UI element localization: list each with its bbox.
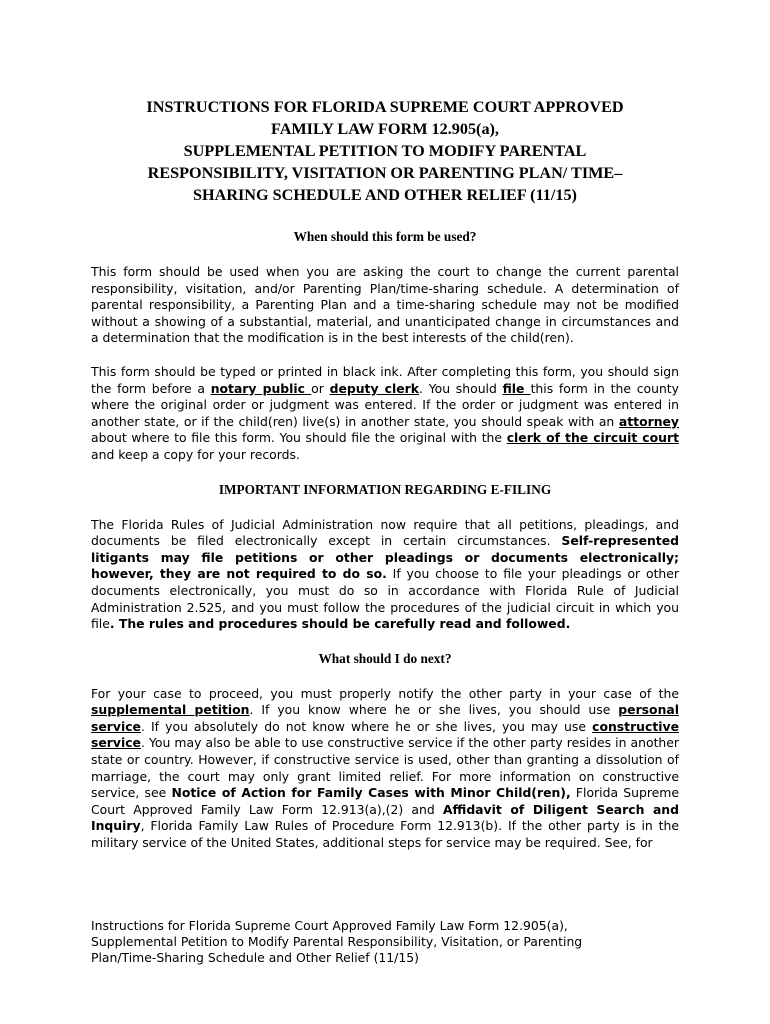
title-line: SHARING SCHEDULE AND OTHER RELIEF (11/15): [193, 186, 577, 204]
text-run: or: [311, 380, 330, 396]
text-run: . You should: [419, 380, 503, 396]
footer-line: Supplemental Petition to Modify Parental Responsibility, Visitation, or Parenting: [91, 934, 583, 949]
text-run: For your case to proceed, you must properly notify the other party in your case of the: [91, 685, 679, 701]
title-line: INSTRUCTIONS FOR FLORIDA SUPREME COURT APPROVED: [146, 98, 624, 116]
clerk-of-circuit-court-link[interactable]: clerk of the circuit court: [506, 430, 679, 446]
text-run: . If you absolutely do not know where he or she lives, you may use: [140, 718, 593, 734]
text-run: Florida Supreme Court Approved Family Law Form 12.913(a),(2) and: [91, 785, 679, 817]
footer-line: Instructions for Florida Supreme Court Approved Family Law Form 12.905(a),: [91, 918, 568, 933]
text-run: . You may also be able to use constructive service if the other party resides in another state or country. However, if constructive service is used, other than granting a dissolution of marriage, the court may only grant limited relief. For more information on constructive service, see: [91, 735, 679, 801]
text-run: this form in the county where the original order or judgment was entered. If the order or judgment was entered in another state, or if the child(ren) live(s) in another state, you should speak with an: [91, 380, 679, 429]
text-run: The Florida Rules of Judicial Administration now require that all petitions, pleadings, and documents be filed electronically except in certain circumstances.: [91, 516, 679, 549]
title-line: RESPONSIBILITY, VISITATION OR PARENTING PLAN/ TIME–: [147, 164, 623, 182]
bold-text-run: Affidavit of Diligent Search and Inquiry: [91, 801, 679, 834]
section-heading-when: When should this form be used?: [293, 229, 477, 244]
notary-public-link[interactable]: notary public: [210, 380, 312, 396]
supplemental-petition-link[interactable]: supplemental petition: [91, 702, 250, 718]
text-run: about where to file this form. You should file the original with the: [91, 430, 507, 446]
page-footer: [91, 918, 691, 966]
section-heading-next: What should I do next?: [318, 650, 452, 666]
title-line: FAMILY LAW FORM 12.905(a),: [271, 120, 499, 138]
bold-text-run: Notice of Action for Family Cases with Minor Child(ren),: [171, 785, 571, 801]
paragraph-next-steps: [91, 686, 679, 852]
constructive-service-link[interactable]: constructive service: [91, 718, 679, 751]
text-run: and keep a copy for your records.: [91, 446, 300, 462]
deputy-clerk-link[interactable]: deputy clerk: [329, 380, 420, 396]
personal-service-link[interactable]: personal service: [91, 702, 679, 734]
text-run: . If you know where he or she lives, you should use: [249, 702, 619, 718]
document-page: [91, 96, 679, 852]
text-run: If you choose to file your pleadings or other documents electronically, you must do so in accordance with Florida Rule of Judicial Administration 2.525, and you must follow the procedures of the judicial circuit in which you file: [91, 566, 679, 632]
paragraph-efiling: [91, 517, 679, 633]
text-run: This form should be typed or printed in black ink. After completing this form, you should sign the form before a: [91, 363, 679, 396]
attorney-link[interactable]: attorney: [618, 413, 679, 429]
title-line: SUPPLEMENTAL PETITION TO MODIFY PARENTAL: [183, 142, 587, 160]
file-link[interactable]: file: [502, 380, 531, 396]
footer-line: Plan/Time-Sharing Schedule and Other Relief (11/15): [91, 950, 419, 965]
paragraph-when-used: This form should be used when you are asking the court to change the current parental responsibility, visitation, and/or Parenting Plan/time-sharing schedule. A determination of parental responsibility, a Parenting Plan and a time-sharing schedule may not be modified without a showing of a substantial, material, and unanticipated change in circumstances and a determination that the modification is in the best interests of the child(ren).: [91, 264, 679, 346]
bold-text-run: . The rules and procedures should be carefully read and followed.: [109, 616, 571, 632]
paragraph-filing-instructions: [91, 364, 679, 464]
text-run: , Florida Family Law Rules of Procedure Form 12.913(b). If the other party is in the military service of the United States, additional steps for service may be required. See, for: [91, 818, 679, 851]
document-title: [91, 96, 679, 206]
bold-text-run: Self-represented litigants may file petitions or other pleadings or documents electronically; however, they are not required to do so.: [91, 533, 679, 582]
section-heading-efiling: IMPORTANT INFORMATION REGARDING E-FILING: [218, 481, 552, 497]
